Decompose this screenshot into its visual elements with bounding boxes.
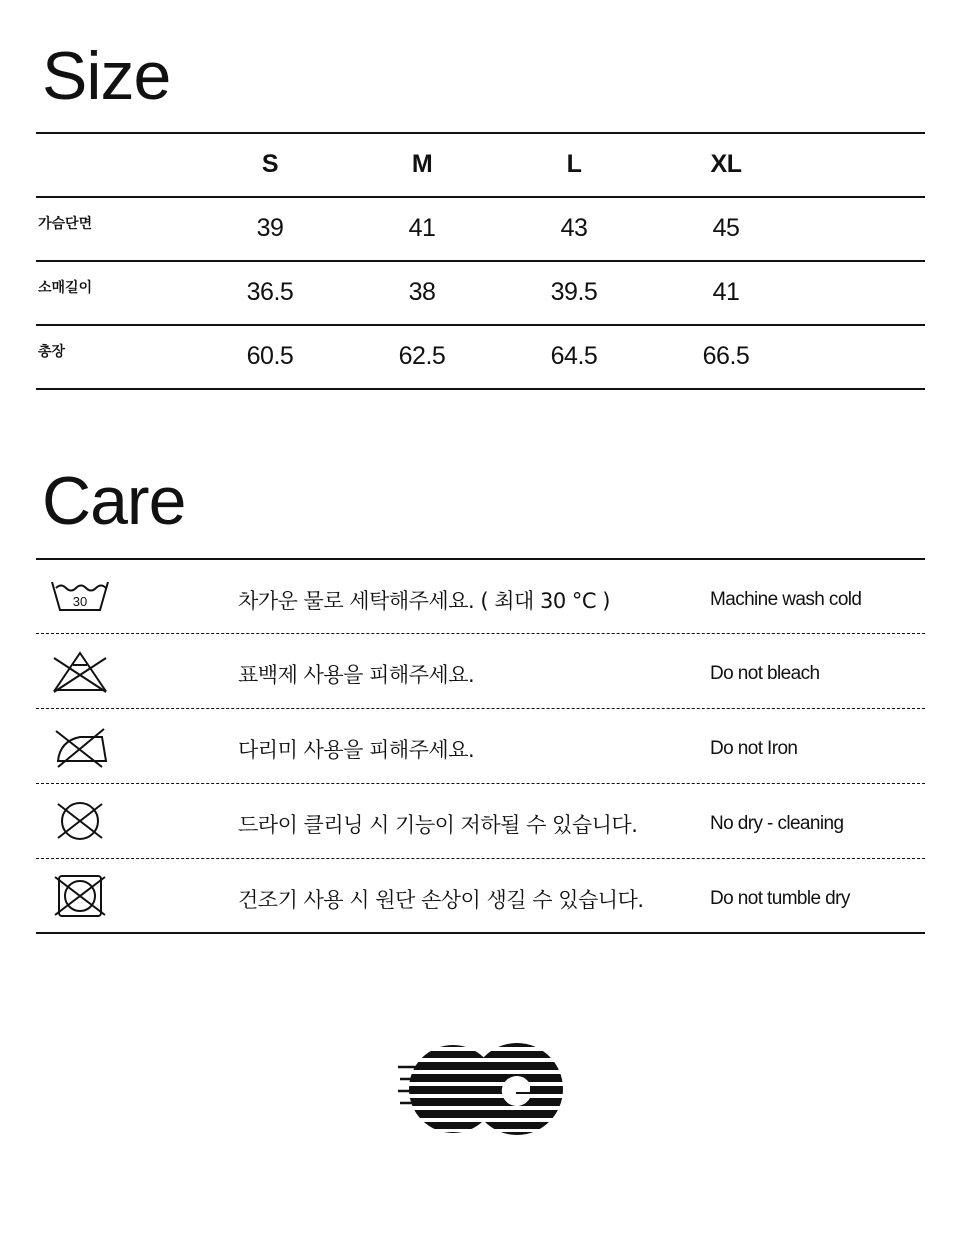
size-value: 60.5 bbox=[246, 342, 294, 370]
size-value: 43 bbox=[560, 214, 588, 242]
no-dry-clean-icon bbox=[50, 798, 110, 844]
care-text-ko: 드라이 클리닝 시 기능이 저하될 수 있습니다. bbox=[238, 813, 638, 837]
size-header-s: S bbox=[261, 150, 279, 178]
care-text-ko: 표백제 사용을 피해주세요. bbox=[238, 663, 475, 687]
care-row bbox=[36, 783, 925, 858]
size-value: 62.5 bbox=[398, 342, 446, 370]
size-value: 41 bbox=[712, 278, 740, 306]
size-value: 45 bbox=[712, 214, 740, 242]
size-value: 39.5 bbox=[550, 278, 598, 306]
care-row bbox=[36, 708, 925, 783]
wash-temp-text: 30 bbox=[72, 594, 88, 609]
size-row-chest bbox=[36, 196, 925, 260]
no-iron-icon bbox=[50, 723, 110, 769]
care-text-en: Machine wash cold bbox=[710, 589, 862, 610]
row-label: 소매길이 bbox=[38, 280, 93, 296]
row-label: 가슴단면 bbox=[38, 216, 93, 232]
care-text-en: Do not tumble dry bbox=[710, 888, 850, 909]
brand-logo-icon bbox=[398, 1040, 564, 1138]
care-row bbox=[36, 633, 925, 708]
size-table bbox=[36, 132, 925, 390]
size-value: 36.5 bbox=[246, 278, 294, 306]
care-row bbox=[36, 558, 925, 633]
no-tumble-dry-icon bbox=[50, 873, 110, 919]
size-value: 38 bbox=[408, 278, 436, 306]
care-text-en: Do not bleach bbox=[710, 663, 820, 684]
care-text-ko: 차가운 물로 세탁해주세요. ( 최대 30 °C ) bbox=[238, 589, 610, 613]
size-value: 41 bbox=[408, 214, 436, 242]
size-header-m: M bbox=[411, 150, 433, 178]
size-value: 64.5 bbox=[550, 342, 598, 370]
care-text-ko: 건조기 사용 시 원단 손상이 생길 수 있습니다. bbox=[238, 888, 644, 912]
size-value: 39 bbox=[256, 214, 284, 242]
care-title: Care bbox=[42, 463, 186, 539]
row-label: 총장 bbox=[38, 344, 66, 360]
size-header-row bbox=[36, 132, 925, 196]
care-text-en: No dry - cleaning bbox=[710, 813, 844, 834]
no-bleach-icon bbox=[50, 648, 110, 694]
size-row-length bbox=[36, 324, 925, 390]
size-row-sleeve bbox=[36, 260, 925, 324]
size-header-l: L bbox=[566, 150, 582, 178]
care-text-ko: 다리미 사용을 피해주세요. bbox=[238, 738, 475, 762]
size-title: Size bbox=[42, 38, 171, 114]
wash-30-icon bbox=[50, 574, 110, 620]
care-table bbox=[36, 558, 925, 934]
size-header-xl: XL bbox=[710, 150, 742, 178]
care-text-en: Do not Iron bbox=[710, 738, 798, 759]
size-value: 66.5 bbox=[702, 342, 750, 370]
care-row bbox=[36, 858, 925, 934]
